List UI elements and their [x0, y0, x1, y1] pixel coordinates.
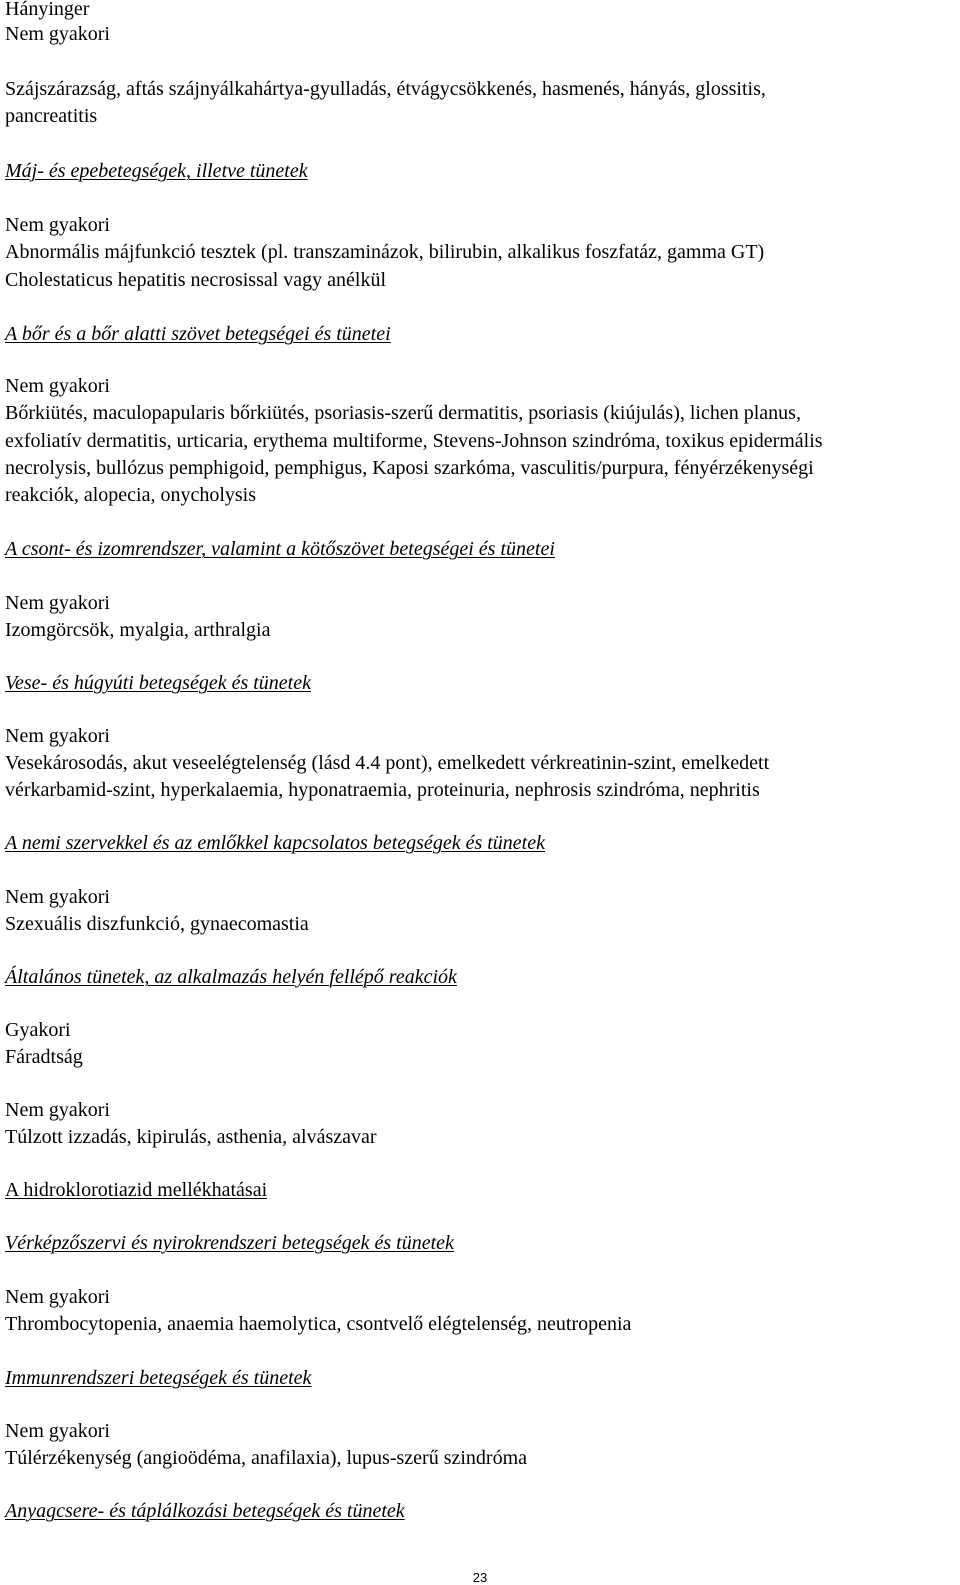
section-heading: Vérképzőszervi és nyirokrendszeri betegségek és tünetek	[5, 1232, 454, 1254]
body-text: pancreatitis	[5, 105, 98, 127]
frequency-label: Nem gyakori	[5, 1099, 110, 1121]
section-heading: Vese- és húgyúti betegségek és tünetek	[5, 672, 311, 694]
frequency-label: Nem gyakori	[5, 375, 110, 397]
body-text: Túlérzékenység (angioödéma, anafilaxia), lupus-szerű szindróma	[5, 1447, 528, 1469]
frequency-label: Nem gyakori	[5, 1286, 110, 1308]
body-text: reakciók, alopecia, onycholysis	[5, 484, 257, 506]
frequency-label: Nem gyakori	[5, 1420, 110, 1442]
body-text: necrolysis, bullózus pemphigoid, pemphigus, Kaposi szarkóma, vasculitis/purpura, fényérzékenységi	[5, 457, 814, 479]
section-heading: A bőr és a bőr alatti szövet betegségei és tünetei	[5, 323, 391, 345]
frequency-label: Nem gyakori	[5, 725, 110, 747]
section-heading: Anyagcsere- és táplálkozási betegségek és tünetek	[5, 1500, 405, 1522]
frequency-label: Nem gyakori	[5, 214, 110, 236]
body-text: Hányinger	[5, 0, 90, 20]
body-text: Izomgörcsök, myalgia, arthralgia	[5, 619, 271, 641]
body-text: Szájszárazság, aftás szájnyálkahártya-gyulladás, étvágycsökkenés, hasmenés, hányás, glossitis,	[5, 78, 766, 100]
frequency-label: Gyakori	[5, 1019, 71, 1041]
section-heading: Általános tünetek, az alkalmazás helyén fellépő reakciók	[5, 966, 457, 988]
body-text: Túlzott izzadás, kipirulás, asthenia, alvászavar	[5, 1126, 377, 1148]
body-text: Szexuális diszfunkció, gynaecomastia	[5, 913, 309, 935]
section-heading: Immunrendszeri betegségek és tünetek	[5, 1367, 312, 1389]
body-text: Vesekárosodás, akut veseelégtelenség (lásd 4.4 pont), emelkedett vérkreatinin-szint, emelkedett	[5, 752, 770, 774]
body-text: vérkarbamid-szint, hyperkalaemia, hyponatraemia, proteinuria, nephrosis szindróma, nephritis	[5, 779, 760, 801]
body-text: Abnormális májfunkció tesztek (pl. transzaminázok, bilirubin, alkalikus foszfatáz, gamma GT)	[5, 241, 765, 263]
section-heading: Máj- és epebetegségek, illetve tünetek	[5, 160, 308, 182]
drug-section-heading: A hidroklorotiazid mellékhatásai	[5, 1179, 268, 1201]
body-text: Fáradtság	[5, 1046, 83, 1068]
body-text: Thrombocytopenia, anaemia haemolytica, csontvelő elégtelenség, neutropenia	[5, 1313, 632, 1335]
page-number: 23	[472, 1570, 488, 1585]
body-text: exfoliatív dermatitis, urticaria, erythema multiforme, Stevens-Johnson szindróma, toxikus epidermális	[5, 430, 823, 452]
section-heading: A csont- és izomrendszer, valamint a kötőszövet betegségei és tünetei	[5, 538, 555, 560]
body-text: Cholestaticus hepatitis necrosissal vagy anélkül	[5, 269, 387, 291]
body-text: Bőrkiütés, maculopapularis bőrkiütés, psoriasis-szerű dermatitis, psoriasis (kiújulás), lichen planus,	[5, 402, 801, 424]
frequency-label: Nem gyakori	[5, 886, 110, 908]
section-heading: A nemi szervekkel és az emlőkkel kapcsolatos betegségek és tünetek	[5, 832, 545, 854]
frequency-label: Nem gyakori	[5, 23, 110, 45]
frequency-label: Nem gyakori	[5, 592, 110, 614]
